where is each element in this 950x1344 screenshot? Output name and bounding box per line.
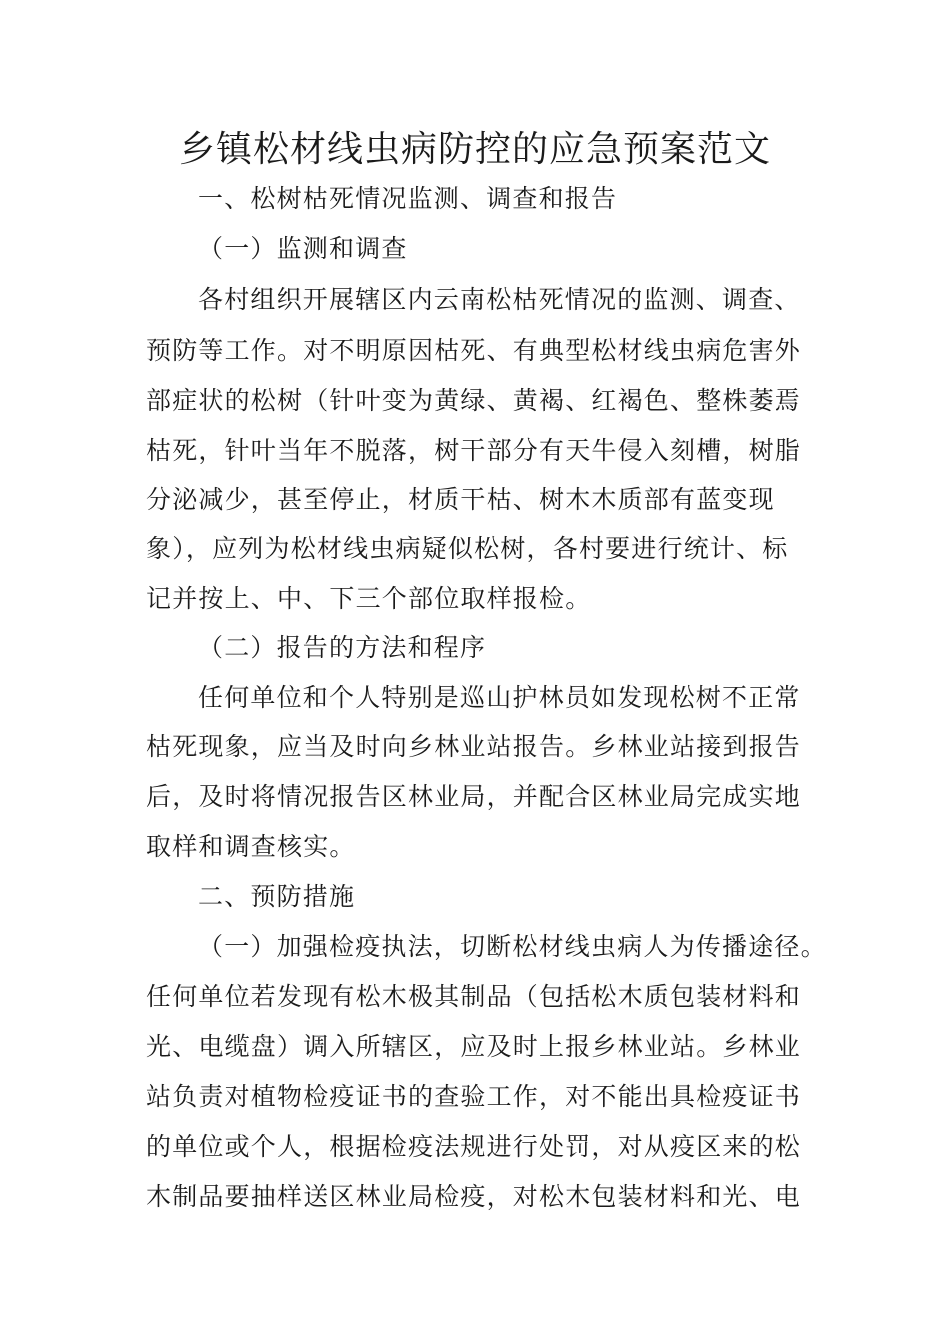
paragraph-line: 预防等工作。对不明原因枯死、有典型松材线虫病危害外	[146, 336, 802, 365]
paragraph-line: 枯死，针叶当年不脱落，树干部分有天牛侵入刻槽，树脂	[146, 436, 802, 465]
subsection-heading: （一）监测和调查	[198, 234, 408, 263]
paragraph-line: 后，及时将情况报告区林业局，并配合区林业局完成实地	[146, 782, 802, 811]
paragraph-line: 任何单位若发现有松木极其制品（包括松木质包装材料和	[146, 982, 802, 1011]
paragraph-line: 的单位或个人，根据检疫法规进行处罚，对从疫区来的松	[146, 1132, 802, 1161]
paragraph-line: 任何单位和个人特别是巡山护林员如发现松树不正常	[198, 683, 801, 712]
paragraph-line: 各村组织开展辖区内云南松枯死情况的监测、调查、	[198, 285, 801, 314]
document-title: 乡镇松材线虫病防控的应急预案范文	[178, 129, 771, 170]
paragraph-line: 部症状的松树（针叶变为黄绿、黄褐、红褐色、整株萎焉	[146, 386, 802, 415]
paragraph-line: 枯死现象，应当及时向乡林业站报告。乡林业站接到报告	[146, 732, 802, 761]
paragraph-line: 站负责对植物检疫证书的查验工作，对不能出具检疫证书	[146, 1082, 802, 1111]
subsection-heading: （二）报告的方法和程序	[198, 633, 487, 662]
section-heading: 一、松树枯死情况监测、调查和报告	[198, 184, 618, 213]
paragraph-line: 取样和调查核实。	[146, 832, 356, 861]
paragraph-line: （一）加强检疫执法，切断松材线虫病人为传播途径。	[198, 932, 827, 961]
section-heading: 二、预防措施	[198, 882, 356, 911]
paragraph-line: 木制品要抽样送区林业局检疫，对松木包装材料和光、电	[146, 1182, 802, 1211]
paragraph-line: 分泌减少，甚至停止，材质干枯、树木木质部有蓝变现	[146, 485, 775, 514]
paragraph-line: 光、电缆盘）调入所辖区，应及时上报乡林业站。乡林业	[146, 1032, 802, 1061]
paragraph-line: 记并按上、中、下三个部位取样报检。	[146, 584, 592, 613]
paragraph-line: 象），应列为松材线虫病疑似松树，各村要进行统计、标	[146, 534, 789, 563]
